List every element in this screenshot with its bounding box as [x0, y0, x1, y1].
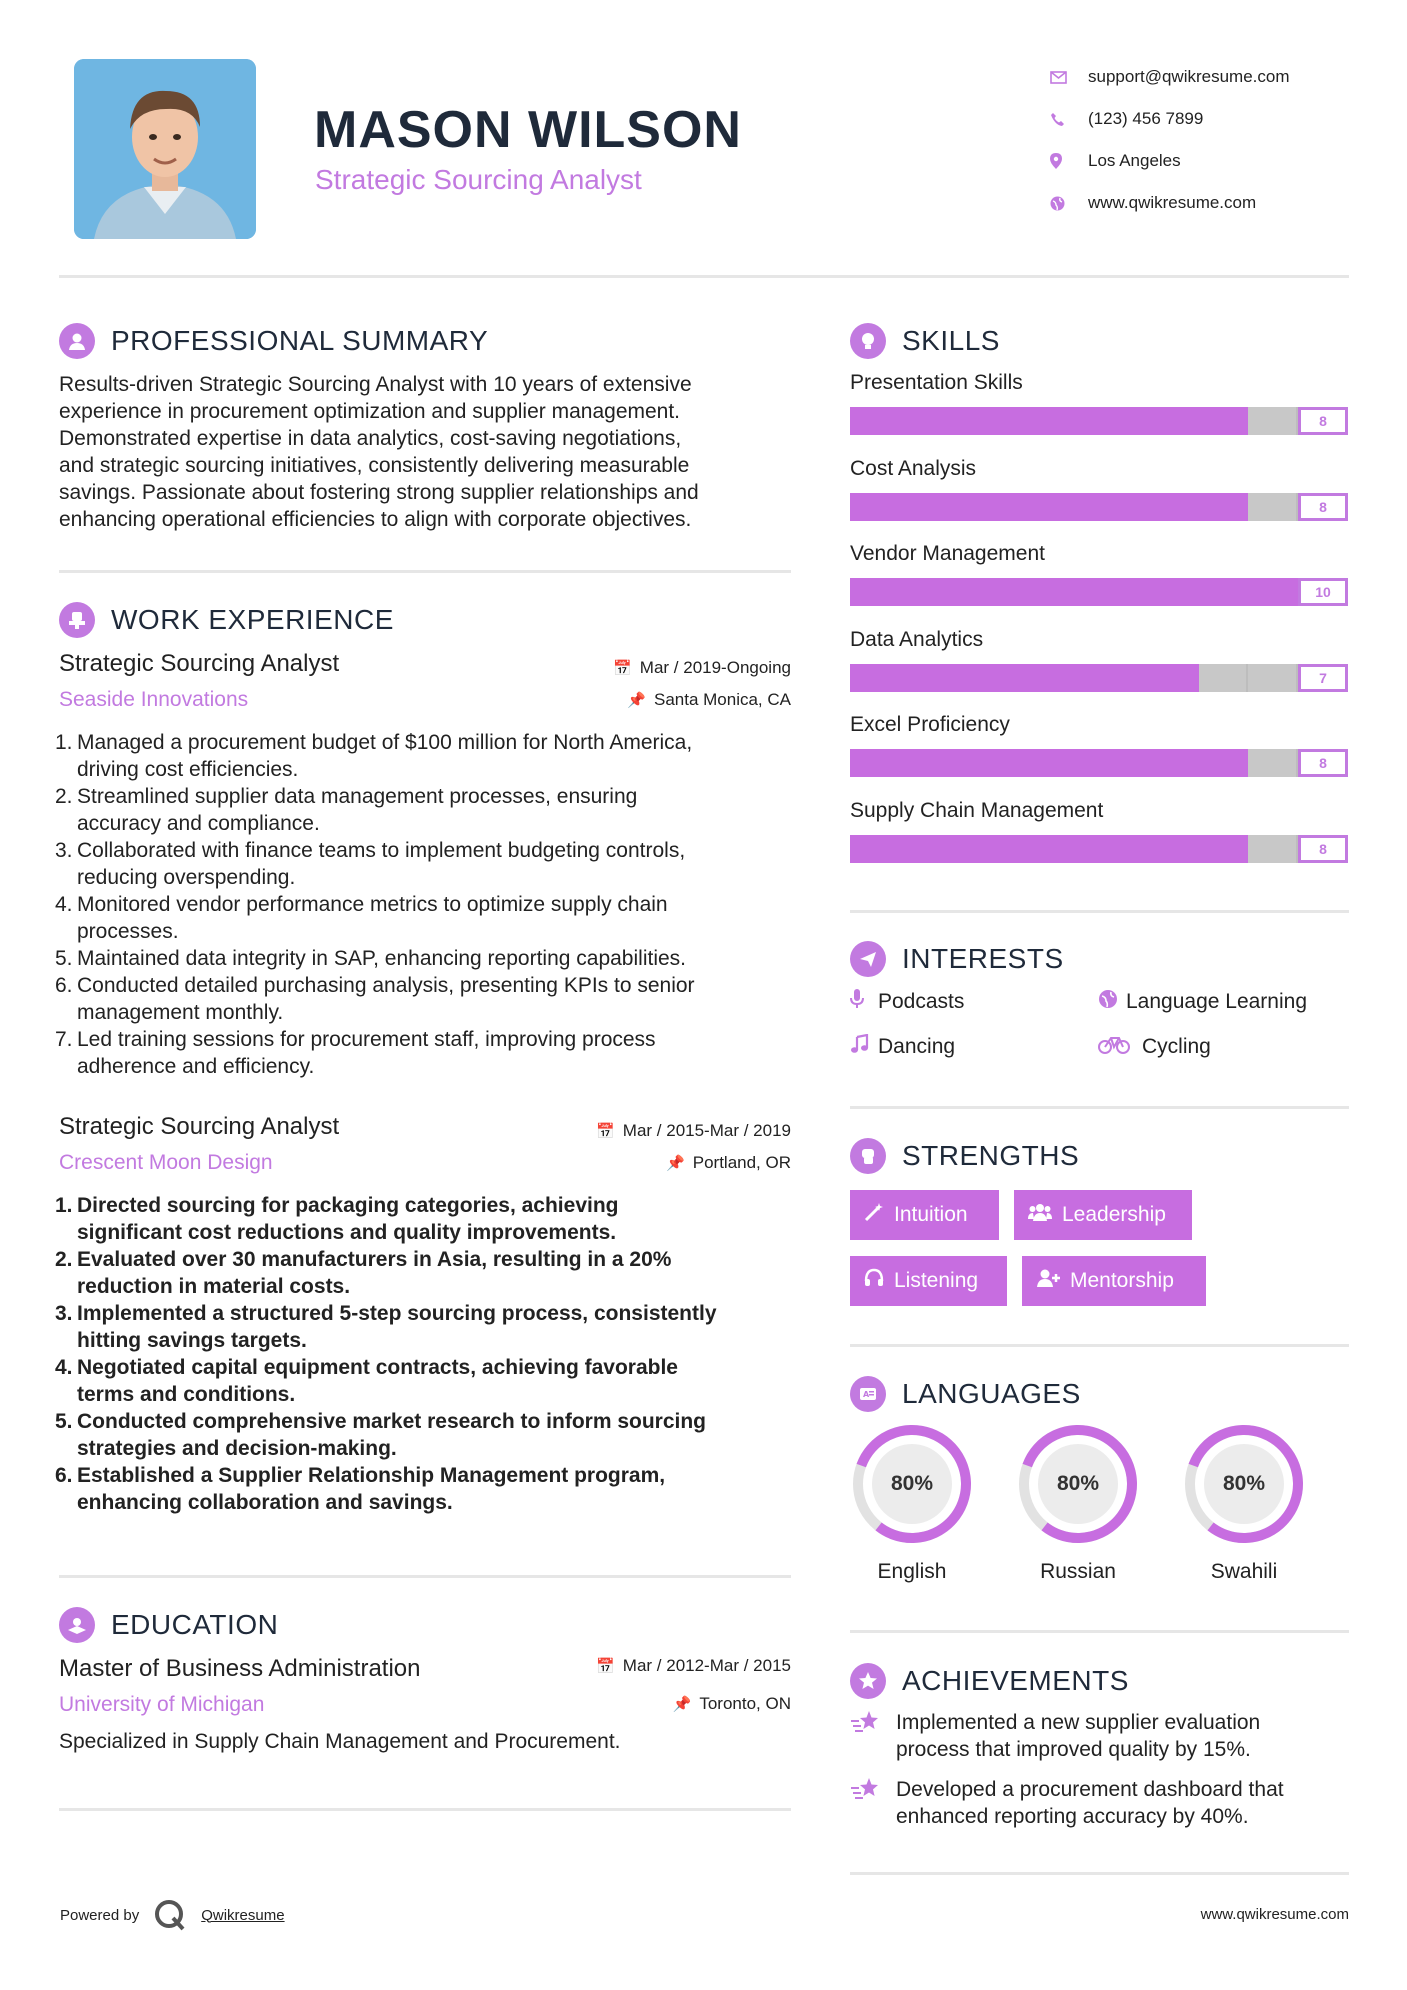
list-item: 1. Directed sourcing for packaging categories, achieving significant cost reductions and quality improvements.	[55, 1194, 619, 1244]
skill-name: Cost Analysis	[850, 456, 977, 480]
language-percent: 80%	[1056, 1472, 1100, 1495]
list-item: 4. Negotiated capital equipment contracts, achieving favorable terms and conditions.	[55, 1356, 678, 1406]
skill-level-bar	[850, 493, 1348, 521]
skill-segment	[999, 749, 1049, 777]
qwikresume-logo-icon	[153, 1898, 187, 1932]
skill-segment	[900, 578, 950, 606]
skill-segment	[1049, 749, 1099, 777]
list-item: 2. Streamlined supplier data management processes, ensuring accuracy and compliance.	[55, 785, 638, 835]
achievements-divider	[850, 1872, 1349, 1875]
skill-segment	[850, 407, 900, 435]
skill-segment	[850, 749, 900, 777]
skill-segment	[900, 835, 950, 863]
language-name: English	[877, 1560, 947, 1583]
header-divider	[59, 275, 1349, 278]
job-2-date: 📅 Mar / 2015-Mar / 2019	[596, 1121, 791, 1140]
summary-divider	[59, 570, 791, 573]
skill-segment	[999, 835, 1049, 863]
star-badge-icon	[850, 1663, 886, 1699]
skill-name: Excel Proficiency	[850, 713, 1010, 736]
contact-email[interactable]: support@qwikresume.com	[1050, 56, 1290, 98]
job-1-duties	[55, 729, 799, 1080]
strengths-divider	[850, 1344, 1349, 1347]
skill-segment	[850, 493, 900, 521]
headphones-icon	[864, 1268, 884, 1294]
interest-dancing: Dancing	[850, 1034, 955, 1060]
calendar-icon: 📅	[596, 1658, 615, 1675]
shooting-star-icon	[850, 1776, 896, 1830]
contact-list	[1050, 56, 1290, 224]
contact-website[interactable]: www.qwikresume.com	[1050, 182, 1290, 224]
language-percent: 80%	[890, 1472, 934, 1495]
skill-segment	[1099, 493, 1149, 521]
strength-intuition: Intuition	[850, 1190, 999, 1240]
skill-segment	[999, 664, 1049, 692]
skill-level-badge: 8	[1298, 407, 1348, 435]
skill-segment	[1049, 493, 1099, 521]
skill-level-badge: 10	[1298, 578, 1348, 606]
education-divider	[59, 1808, 791, 1811]
strength-mentorship: Mentorship	[1022, 1256, 1206, 1306]
skill-segment	[900, 407, 950, 435]
skill-segment	[1248, 578, 1298, 606]
list-item: 5. Maintained data integrity in SAP, enhancing reporting capabilities.	[55, 947, 686, 970]
skill-segment	[1149, 749, 1199, 777]
education-location: 📌 Toronto, ON	[672, 1694, 791, 1713]
strengths-heading: STRENGTHS	[850, 1138, 1079, 1174]
job-1-date: 📅 Mar / 2019-Ongoing	[613, 658, 791, 677]
paper-plane-icon	[850, 941, 886, 977]
map-pin-icon	[1050, 153, 1088, 169]
language-name: Swahili	[1210, 1560, 1278, 1583]
skill-segment	[1099, 407, 1149, 435]
calendar-icon: 📅	[613, 660, 632, 677]
strength-leadership: Leadership	[1014, 1190, 1192, 1240]
list-item: 6. Established a Supplier Relationship Management program, enhancing collaboration and savings.	[55, 1464, 666, 1514]
work-heading: WORK EXPERIENCE	[59, 602, 394, 638]
bicycle-icon	[1098, 1034, 1142, 1060]
skill-segment	[1199, 749, 1249, 777]
microphone-icon	[850, 989, 878, 1015]
user-plus-icon	[1036, 1268, 1060, 1294]
education-date: 📅 Mar / 2012-Mar / 2015	[596, 1656, 791, 1675]
skill-name: Supply Chain Management	[850, 798, 1104, 822]
achievements-heading: ACHIEVEMENTS	[850, 1663, 1129, 1699]
candidate-title: Strategic Sourcing Analyst	[315, 164, 642, 195]
magic-wand-icon	[864, 1202, 884, 1228]
calendar-icon: 📅	[596, 1123, 615, 1140]
job-2-role: Strategic Sourcing Analyst	[59, 1113, 340, 1140]
skill-segment	[950, 407, 1000, 435]
graduation-icon	[59, 1607, 95, 1643]
shooting-star-icon	[850, 1709, 896, 1763]
skill-segment	[1049, 664, 1099, 692]
job-2-company: Crescent Moon Design	[59, 1151, 273, 1174]
summary-heading: PROFESSIONAL SUMMARY	[59, 323, 488, 359]
skill-segment	[950, 664, 1000, 692]
skill-segment	[1199, 493, 1249, 521]
interest-cycling: Cycling	[1098, 1034, 1211, 1060]
language-name: Russian	[1040, 1560, 1116, 1583]
skill-segment	[1099, 578, 1149, 606]
skill-segment	[1099, 749, 1149, 777]
languages-divider	[850, 1630, 1349, 1633]
language-english	[850, 1422, 974, 1583]
skill-segment	[1248, 749, 1298, 777]
list-item: 5. Conducted comprehensive market research to inform sourcing strategies and decision-making.	[55, 1410, 706, 1460]
skill-name: Presentation Skills	[850, 371, 1023, 394]
skill-level-bar	[850, 835, 1348, 863]
skill-segment	[900, 664, 950, 692]
job-2-duties	[55, 1192, 799, 1516]
skill-segment	[850, 578, 900, 606]
list-item: 1. Managed a procurement budget of $100 million for North America, driving cost efficiencies.	[55, 731, 693, 781]
envelope-icon	[1050, 71, 1088, 84]
language-percent: 80%	[1222, 1472, 1266, 1495]
list-item: 6. Conducted detailed purchasing analysis, presenting KPIs to senior management monthly.	[55, 974, 695, 1024]
skill-level-bar	[850, 407, 1348, 435]
skill-segment	[1248, 835, 1298, 863]
users-icon	[1028, 1202, 1052, 1228]
skill-segment	[1049, 835, 1099, 863]
education-description: Specialized in Supply Chain Management and Procurement.	[59, 1730, 621, 1753]
skill-segment	[950, 749, 1000, 777]
music-note-icon	[850, 1034, 878, 1060]
skill-name: Vendor Management	[850, 542, 1045, 565]
skills-divider	[850, 910, 1349, 913]
education-degree: Master of Business Administration	[59, 1655, 421, 1682]
user-icon	[59, 323, 95, 359]
strength-listening: Listening	[850, 1256, 1007, 1306]
interests-divider	[850, 1106, 1349, 1109]
candidate-name: MASON WILSON	[314, 101, 742, 159]
work-divider	[59, 1575, 791, 1578]
skills-heading: SKILLS	[850, 323, 1000, 359]
skill-level-badge: 8	[1298, 835, 1348, 863]
pushpin-icon: 📌	[666, 1155, 685, 1172]
skill-segment	[1149, 835, 1199, 863]
skill-segment	[1248, 407, 1298, 435]
languages-heading: A LANGUAGES	[850, 1376, 1081, 1412]
footer-powered-by: Powered by Qwikresume	[60, 1898, 285, 1932]
skill-level-badge: 8	[1298, 749, 1348, 777]
skill-segment	[900, 749, 950, 777]
skill-segment	[900, 493, 950, 521]
skill-level-badge: 8	[1298, 493, 1348, 521]
phone-icon	[1050, 112, 1088, 127]
skill-level-badge: 7	[1298, 664, 1348, 692]
skill-segment	[999, 578, 1049, 606]
globe-icon	[1050, 196, 1088, 211]
list-item: 2. Evaluated over 30 manufacturers in Asia, resulting in a 20% reduction in material costs.	[55, 1248, 672, 1298]
list-item: 4. Monitored vendor performance metrics to optimize supply chain processes.	[55, 893, 668, 943]
lightbulb-icon	[850, 323, 886, 359]
achievement-2: Developed a procurement dashboard that enhanced reporting accuracy by 40%.	[850, 1776, 1284, 1830]
skill-segment	[1049, 578, 1099, 606]
job-2-location: 📌 Portland, OR	[666, 1153, 791, 1172]
list-item: 3. Implemented a structured 5-step sourcing process, consistently hitting savings targets.	[55, 1302, 717, 1352]
globe-icon	[1098, 989, 1126, 1015]
contact-phone[interactable]: (123) 456 7899	[1050, 98, 1290, 140]
language-russian	[1016, 1422, 1140, 1583]
skill-segment	[1149, 407, 1199, 435]
skill-segment	[850, 835, 900, 863]
education-school: University of Michigan	[59, 1693, 265, 1716]
skill-segment	[1099, 835, 1149, 863]
skill-segment	[1248, 664, 1298, 692]
qwikresume-link[interactable]: Qwikresume	[201, 1906, 285, 1924]
job-1-role: Strategic Sourcing Analyst	[59, 650, 340, 677]
skill-segment	[999, 407, 1049, 435]
achievement-1: Implemented a new supplier evaluation process that improved quality by 15%.	[850, 1709, 1260, 1763]
svg-text:A: A	[863, 1390, 870, 1399]
contact-location: Los Angeles	[1050, 140, 1290, 182]
skill-segment	[999, 493, 1049, 521]
footer-website[interactable]: www.qwikresume.com	[1200, 1906, 1349, 1923]
skill-level-bar	[850, 578, 1348, 606]
education-heading: EDUCATION	[59, 1607, 278, 1643]
language-icon	[850, 1376, 886, 1412]
briefcase-icon	[59, 602, 95, 638]
fist-icon	[850, 1138, 886, 1174]
skill-segment	[1199, 578, 1249, 606]
skill-segment	[1149, 664, 1199, 692]
pushpin-icon: 📌	[672, 1696, 692, 1713]
skill-level-bar	[850, 749, 1348, 777]
skill-segment	[950, 493, 1000, 521]
skill-segment	[1099, 664, 1149, 692]
interest-podcasts: Podcasts	[850, 989, 964, 1015]
profile-photo	[74, 59, 256, 239]
pushpin-icon: 📌	[627, 692, 646, 709]
list-item: 7. Led training sessions for procurement staff, improving process adherence and efficiency.	[55, 1028, 656, 1078]
summary-text: Results-driven Strategic Sourcing Analyst with 10 years of extensive experience in procurement optimization and supplier management. Demonstrated expertise in data analytics, cost-saving negotiations, and strategic sourcing initiatives, consistently delivering measurable savings. Passionate about fostering strong supplier relationships and enhancing operational efficiencies to align with corporate objectives.	[59, 373, 699, 531]
skill-segment	[1149, 578, 1199, 606]
skill-segment	[1199, 835, 1249, 863]
skill-segment	[1199, 407, 1249, 435]
job-1-location: 📌 Santa Monica, CA	[627, 690, 791, 709]
skill-segment	[950, 578, 1000, 606]
skill-segment	[1149, 493, 1199, 521]
interest-language-learning: Language Learning	[1098, 989, 1307, 1015]
skill-name: Data Analytics	[850, 627, 984, 651]
interests-heading: INTERESTS	[850, 941, 1064, 977]
skill-segment	[850, 664, 900, 692]
skill-segment	[1248, 493, 1298, 521]
job-1-company: Seaside Innovations	[59, 688, 249, 711]
language-swahili	[1182, 1422, 1306, 1583]
skill-segment	[1049, 407, 1099, 435]
list-item: 3. Collaborated with finance teams to implement budgeting controls, reducing overspending.	[55, 839, 686, 889]
skill-level-bar	[850, 664, 1348, 692]
skill-segment	[1199, 664, 1249, 692]
skill-segment	[950, 835, 1000, 863]
